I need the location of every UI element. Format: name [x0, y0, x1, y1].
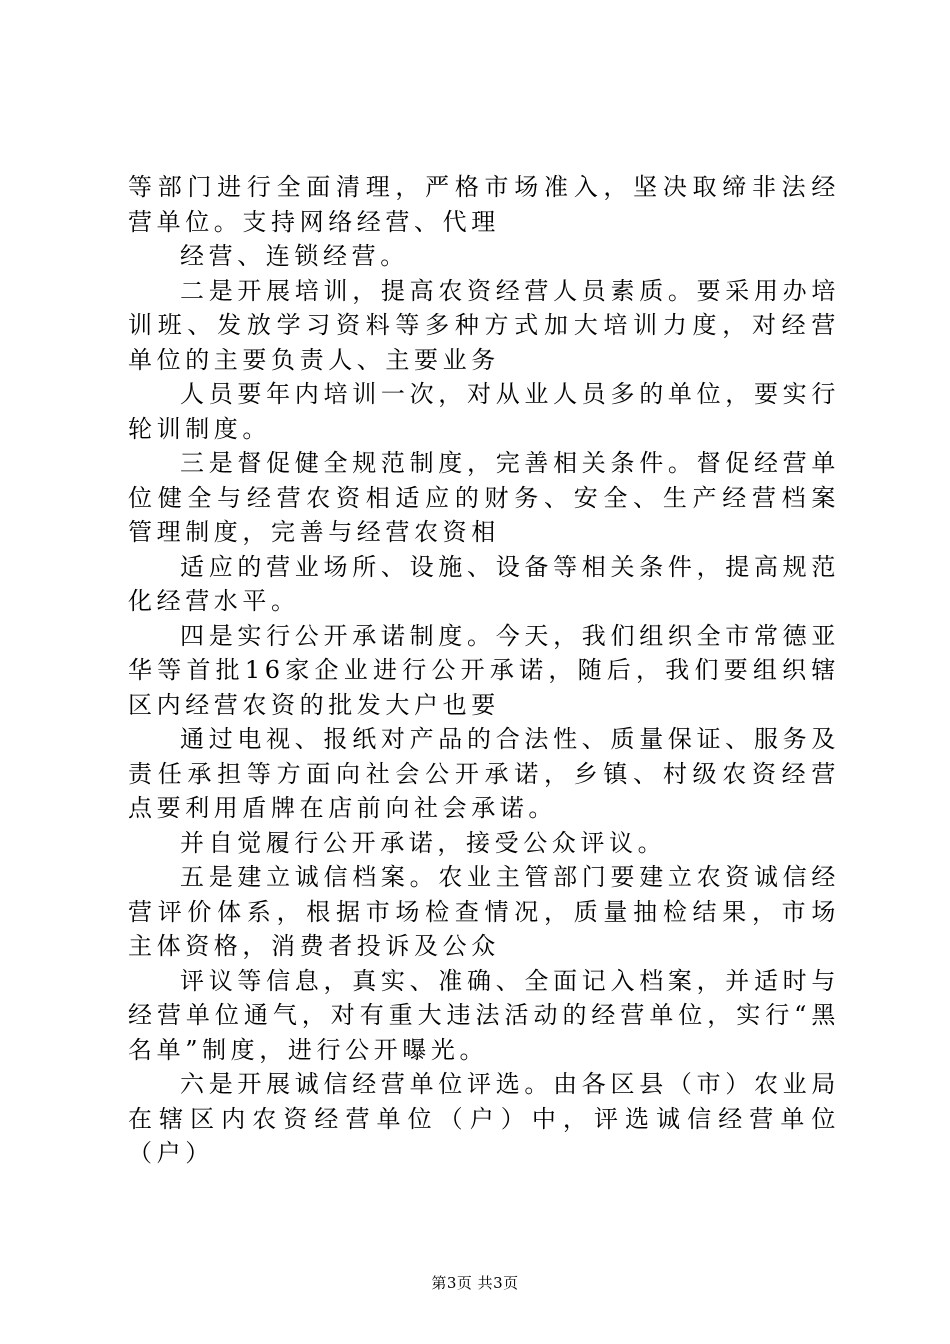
- paragraph-7: 四是实行公开承诺制度。今天，我们组织全市常德亚华等首批16家企业进行公开承诺，随后，我们要组织辖区内经营农资的批发大户也要: [128, 621, 840, 719]
- paragraph-1: 等部门进行全面清理，严格市场准入，坚决取缔非法经营单位。支持网络经营、代理: [128, 173, 840, 236]
- paragraph-9: 并自觉履行公开承诺，接受公众评议。: [180, 828, 667, 857]
- paragraph-3: 二是开展培训，提高农资经营人员素质。要采用办培训班、发放学习资料等多种方式加大培训力度，对经营单位的主要负责人、主要业务: [128, 276, 840, 374]
- document-body: [128, 170, 840, 1171]
- paragraph-4: 人员要年内培训一次，对从业人员多的单位，要实行轮训制度。: [128, 380, 840, 443]
- paragraph-2: 经营、连锁经营。: [180, 242, 409, 270]
- paragraph-6: 适应的营业场所、设施、设备等相关条件，提高规范化经营水平。: [128, 552, 840, 615]
- paragraph-10: 五是建立诚信档案。农业主管部门要建立农资诚信经营评价体系，根据市场检查情况，质量抽检结果，市场主体资格，消费者投诉及公众: [128, 863, 840, 960]
- paragraph-11: 评议等信息，真实、准确、全面记入档案，并适时与经营单位通气，对有重大违法活动的经营单位，实行“黑名单”制度，进行公开曝光。: [128, 966, 840, 1064]
- page-number-footer: 第3页 共3页: [431, 1274, 519, 1292]
- paragraph-12: 六是开展诚信经营单位评选。由各区县（市）农业局在辖区内农资经营单位（户）中，评选诚信经营单位（户）: [128, 1070, 840, 1167]
- paragraph-8: 通过电视、报纸对产品的合法性、质量保证、服务及责任承担等方面向社会公开承诺，乡镇、村级农资经营点要利用盾牌在店前向社会承诺。: [128, 725, 840, 822]
- paragraph-5: 三是督促健全规范制度，完善相关条件。督促经营单位健全与经营农资相适应的财务、安全、生产经营档案管理制度，完善与经营农资相: [128, 449, 840, 546]
